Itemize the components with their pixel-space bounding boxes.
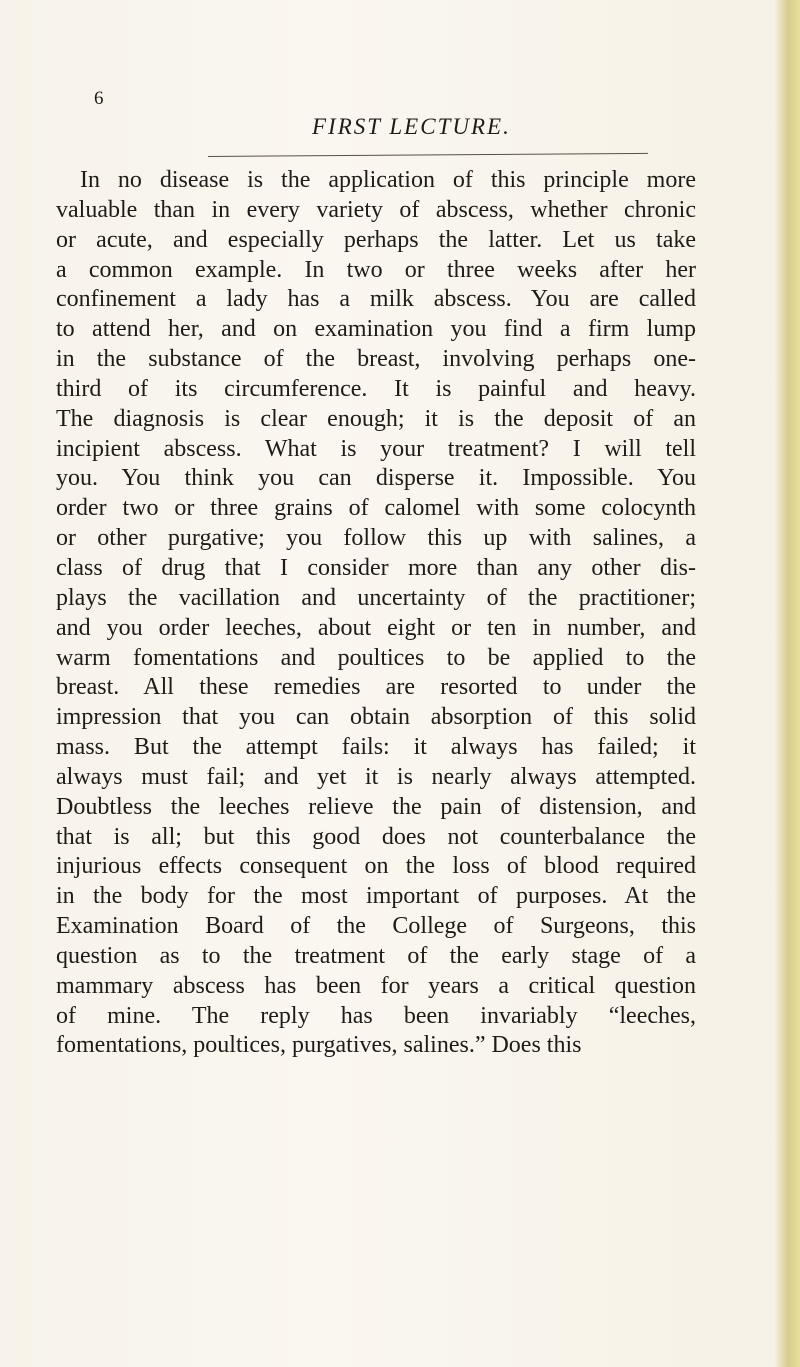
running-title: FIRST LECTURE. — [312, 114, 511, 139]
text-line: injurious effects consequent on the loss of blood required — [56, 853, 696, 880]
text-line: in the body for the most important of purposes. At the — [56, 883, 696, 910]
text-line: question as to the treatment of the early stage of a — [56, 942, 696, 969]
text-line: of mine. The reply has been invariably “leeches, — [56, 1002, 696, 1029]
text-line: or other purgative; you follow this up with salines, a — [56, 525, 696, 552]
text-line: In no disease is the application of this principle more — [80, 167, 696, 193]
text-line: plays the vacillation and uncertainty of the practitioner; — [56, 584, 696, 611]
text-line: confinement a lady has a milk abscess. You are called — [56, 286, 696, 313]
page-number: 6 — [94, 88, 104, 109]
text-line: breast. All these remedies are resorted to under the — [56, 674, 696, 701]
text-line: you. You think you can disperse it. Impossible. You — [56, 465, 696, 492]
text-line: always must fail; and yet it is nearly always attempted. — [56, 763, 696, 790]
text-line: order two or three grains of calomel with some colocynth — [56, 495, 696, 522]
page-edge-shading — [774, 0, 800, 1367]
text-line: incipient abscess. What is your treatment? I will tell — [56, 435, 696, 462]
text-line: class of drug that I consider more than any other dis- — [56, 554, 696, 581]
text-line: third of its circumference. It is painful and heavy. — [56, 375, 696, 402]
text-line: a common example. In two or three weeks after her — [56, 256, 696, 283]
body-paragraph — [56, 166, 696, 1061]
text-line: fomentations, poultices, purgatives, salines.” Does this — [56, 1032, 582, 1059]
text-line: and you order leeches, about eight or ten in number, and — [56, 614, 696, 641]
text-line: Doubtless the leeches relieve the pain of distension, and — [56, 793, 696, 820]
text-line: Examination Board of the College of Surgeons, this — [56, 913, 696, 940]
text-line: mammary abscess has been for years a critical question — [56, 972, 696, 999]
text-line: in the substance of the breast, involving perhaps one- — [56, 346, 696, 373]
text-line: mass. But the attempt fails: it always has failed; it — [56, 734, 696, 761]
text-line: warm fomentations and poultices to be applied to the — [56, 644, 696, 671]
header-rule — [208, 153, 648, 157]
text-line: that is all; but this good does not counterbalance the — [56, 823, 696, 850]
text-line: impression that you can obtain absorption of this solid — [56, 704, 696, 731]
text-line: valuable than in every variety of abscess, whether chronic — [56, 196, 696, 223]
text-line: or acute, and especially perhaps the latter. Let us take — [56, 226, 696, 253]
text-line: The diagnosis is clear enough; it is the deposit of an — [56, 405, 696, 432]
text-line: to attend her, and on examination you find a firm lump — [56, 316, 696, 343]
